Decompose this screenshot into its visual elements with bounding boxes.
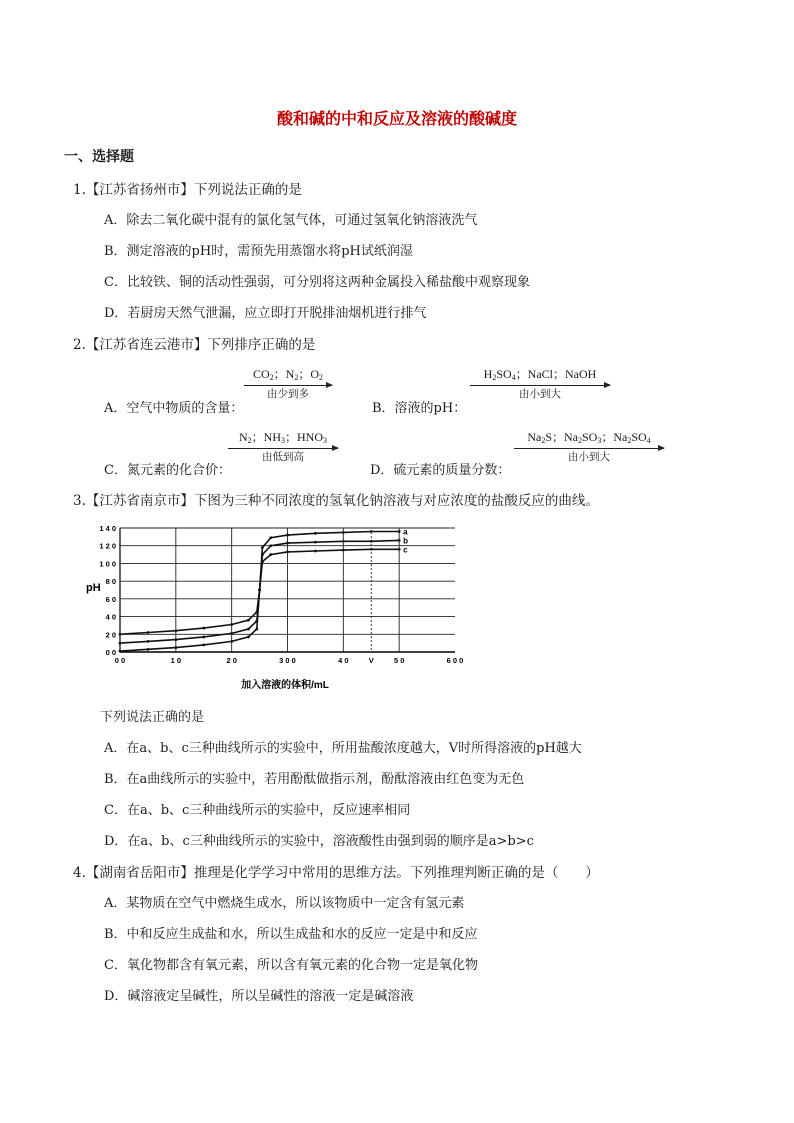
x-axis-label: 加入溶液的体积/mL — [241, 680, 329, 691]
data-point-b — [286, 542, 289, 545]
x-tick-label: 2 0 — [226, 656, 237, 665]
data-point-c — [255, 628, 258, 631]
series-label-b: b — [403, 536, 409, 546]
question-4-option-b: B．中和反应生成盐和水，所以生成盐和水的反应一定是中和反应 — [104, 927, 478, 942]
question-3-option-a: A．在a、b、c三种曲线所示的实验中，所用盐酸浓度越大，V时所得溶液的pH越大 — [104, 741, 582, 756]
data-point-b — [314, 541, 317, 544]
question-2-option-d-label: D．硫元素的质量分数： — [370, 463, 511, 478]
x-tick-label: 1 0 — [170, 656, 182, 665]
arrow-line — [514, 448, 664, 449]
data-point-c — [314, 550, 317, 553]
question-1-option-b: B．测定溶液的pH时，需预先用蒸馏水将pH试纸润湿 — [104, 244, 413, 259]
data-point-a — [370, 530, 373, 533]
data-point-b — [247, 628, 250, 631]
y-tick-label: 0 0 — [105, 648, 116, 657]
formula-na2s-na2so3-na2so4: $Na_2S$；$Na_2SO_3$；$Na_2SO_4$ — [527, 430, 651, 445]
question-1-option-a: A．除去二氧化碳中混有的氯化氢气体，可通过氢氧化钠溶液洗气 — [104, 213, 478, 228]
data-point-c — [247, 636, 250, 639]
data-point-c — [147, 648, 150, 651]
y-tick-label: 1 0 0 — [99, 559, 116, 569]
arrow-caption: 由少到多 — [267, 388, 309, 400]
x-tick-label: 0 0 — [114, 656, 126, 665]
data-point-c — [269, 553, 272, 556]
arrow-line — [244, 385, 332, 386]
x-tick-label: 4 0 — [338, 656, 349, 665]
question-1-option-d: D．若厨房天然气泄漏，应立即打开脱排油烟机进行排气 — [104, 306, 427, 321]
question-1-stem: 1.【江苏省扬州市】下列说法正确的是 — [73, 182, 302, 198]
question-4-stem: 4.【湖南省岳阳市】推理是化学学习中常用的思维方法。下列推理判断正确的是（ ） — [73, 865, 599, 881]
y-tick-label: 2 0 — [105, 630, 116, 640]
data-point-a — [174, 629, 177, 632]
data-point-a — [269, 536, 272, 539]
data-point-b — [147, 640, 150, 643]
data-point-b — [202, 636, 205, 639]
y-tick-label: 4 0 — [105, 612, 116, 622]
arrow-line — [228, 448, 338, 449]
y-tick-label: 1 2 0 — [99, 541, 116, 551]
question-2-stem: 2.【江苏省连云港市】下列排序正确的是 — [73, 337, 316, 353]
question-2-option-c-label: C．氮元素的化合价： — [104, 463, 231, 478]
series-label-a: a — [403, 527, 408, 537]
y-axis-label: pH — [86, 582, 101, 594]
arrow-caption: 由低到高 — [262, 451, 304, 463]
y-tick-label: 6 0 — [105, 594, 116, 604]
question-2-option-b-arrow — [470, 367, 610, 402]
question-4-option-c: C．氧化物都含有氧元素，所以含有氧元素的化合物一定是氧化物 — [104, 958, 478, 973]
data-point-c — [342, 549, 345, 552]
formula-h2so4-nacl-naoh: $H_2SO_4$；NaCl；NaOH — [483, 367, 597, 382]
x-tick-label: 5 0 — [393, 656, 405, 665]
question-4-option-d: D．碱溶液定呈碱性，所以呈碱性的溶液一定是碱溶液 — [104, 989, 414, 1004]
data-point-a — [119, 633, 122, 636]
data-point-c — [258, 589, 261, 592]
ph-titration-chart — [80, 512, 480, 698]
data-point-a — [398, 530, 401, 533]
data-point-c — [261, 560, 264, 563]
x-tick-label: 3 0 0 — [279, 656, 296, 665]
section-heading: 一、选择题 — [64, 149, 134, 165]
question-2-option-c-arrow — [228, 430, 338, 465]
data-point-b — [261, 553, 264, 556]
data-point-a — [286, 534, 289, 537]
series-label-c: c — [403, 545, 408, 555]
question-1-option-c: C．比较铁、铜的活动性强弱，可分别将这两种金属投入稀盐酸中观察现象 — [104, 275, 530, 290]
y-tick-label: 8 0 — [105, 577, 116, 587]
page-title: 酸和碱的中和反应及溶液的酸碱度 — [276, 109, 517, 128]
data-point-b — [342, 540, 345, 543]
data-point-b — [398, 539, 401, 542]
question-2-option-a-label: A．空气中物质的含量： — [104, 401, 244, 416]
data-point-c — [370, 548, 373, 551]
data-point-c — [286, 551, 289, 554]
question-3-option-d: D．在a、b、c三种曲线所示的实验中，溶液酸性由强到弱的顺序是a>b>c — [104, 834, 534, 849]
data-point-b — [174, 638, 177, 641]
data-point-a — [147, 631, 150, 634]
question-4-option-a: A．某物质在空气中燃烧生成水，所以该物质中一定含有氢元素 — [104, 896, 465, 911]
arrow-caption: 由小到大 — [568, 451, 610, 463]
data-point-c — [202, 644, 205, 647]
arrow-caption: 由小到大 — [519, 388, 561, 400]
chart-series — [119, 528, 409, 653]
arrow-line — [470, 385, 610, 386]
x-tick-label: V — [368, 656, 374, 665]
data-point-a — [202, 627, 205, 630]
question-3-sub-stem: 下列说法正确的是 — [100, 710, 205, 725]
chart-ticks — [99, 524, 463, 665]
series-line-c — [120, 549, 399, 651]
data-point-c — [230, 640, 233, 643]
question-2-option-a-arrow — [244, 367, 332, 402]
question-3-stem: 3.【江苏省南京市】下图为三种不同浓度的氢氧化钠溶液与对应浓度的盐酸反应的曲线。 — [73, 493, 599, 509]
data-point-b — [269, 544, 272, 547]
question-2-option-b-label: B．溶液的pH： — [372, 401, 467, 416]
question-3-option-b: B．在a曲线所示的实验中，若用酚酞做指示剂，酚酞溶液由红色变为无色 — [104, 772, 525, 787]
data-point-a — [314, 532, 317, 535]
y-tick-label: 1 4 0 — [99, 524, 116, 533]
question-3-option-c: C．在a、b、c三种曲线所示的实验中，反应速率相同 — [104, 803, 411, 818]
data-point-a — [261, 546, 264, 549]
x-tick-label: 6 0 0 — [446, 656, 464, 665]
formula-co2-n2-o2: $CO_2$；$N_2$；$O_2$ — [252, 367, 323, 382]
formula-n2-nh3-hno3: $N_2$；$NH_3$；$HNO_3$ — [238, 430, 327, 445]
data-point-b — [119, 642, 122, 645]
data-point-c — [119, 650, 122, 653]
data-point-a — [230, 623, 233, 626]
data-point-c — [174, 646, 177, 649]
data-point-a — [247, 619, 250, 622]
data-point-a — [342, 531, 345, 534]
data-point-c — [398, 548, 401, 551]
question-2-option-d-arrow — [514, 430, 664, 465]
data-point-b — [370, 540, 373, 543]
data-point-b — [230, 632, 233, 635]
